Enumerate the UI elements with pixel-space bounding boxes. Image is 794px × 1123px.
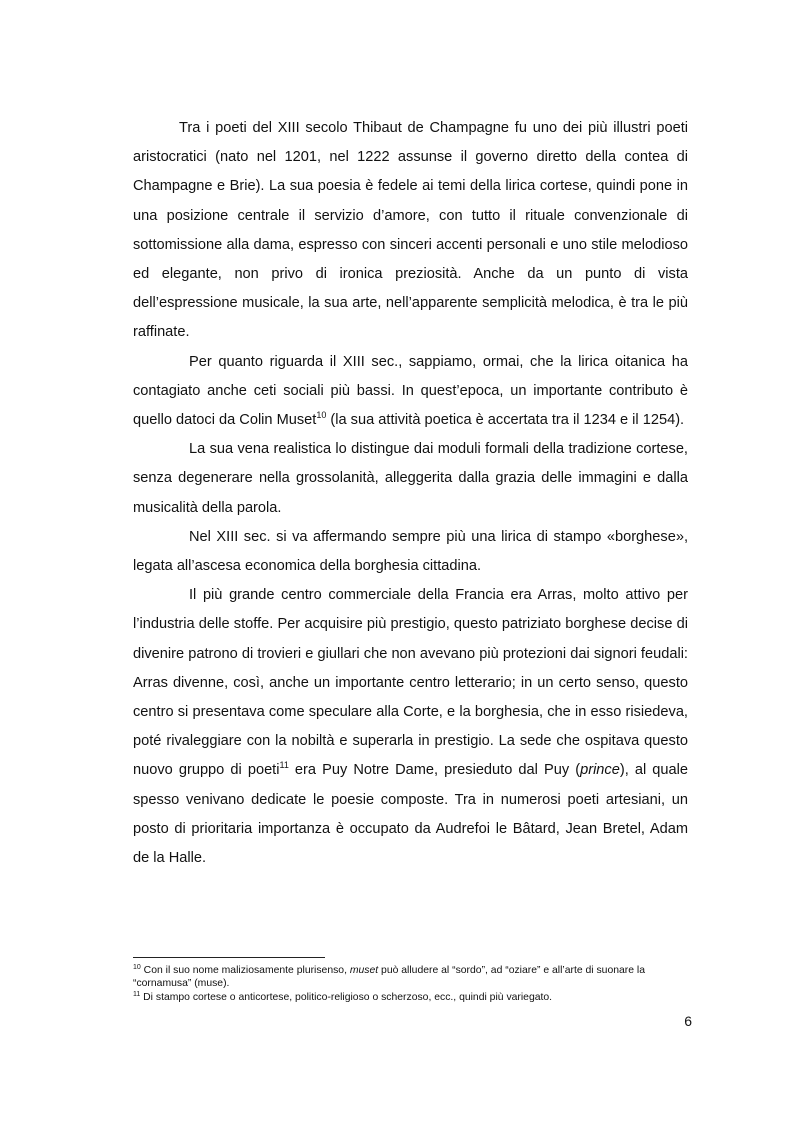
footnote-text: Con il suo nome maliziosamente plurisenso, (140, 965, 350, 976)
paragraph-thibaut (133, 114, 688, 348)
paragraph-text: La sua vena realistica lo distingue dai moduli formali della tradizione cortese, senza degenerare nella grossolanità, alleggerita dalla grazia delle immagini e dalla musicalità della parola. (133, 441, 688, 516)
paragraph-colin-muset (133, 348, 688, 436)
footnote-11 (133, 991, 693, 1004)
paragraph-text: ), al quale spesso venivano dedicate le poesie composte. Tra in numerosi poeti artesiani, un posto di prioritaria importanza è occupato da Audrefoi le Bâtard, Jean Bretel, Adam de la Halle. (133, 762, 689, 867)
paragraph-text: Tra i poeti del XIII secolo Thibaut de Champagne fu uno dei più illustri poeti aristocratici (nato nel 1201, nel 1222 assunse il governo diretto della contea di Champagne e Brie). La sua poesia è fedele ai temi della lirica cortese, quindi pone in una posizione centrale il servizio d’amore, con tutto il rituale convenzionale di sottomissione alla dama, espresso con sinceri accenti personali e uno stile melodioso ed elegante, non privo di ironica preziosità. Anche da un punto di vista dell’espressione musicale, la sua arte, nell’apparente semplicità melodica, è tra le più raffinate. (133, 120, 688, 341)
paragraph-arras (133, 581, 688, 873)
body-text (133, 114, 688, 873)
paragraph-text: Il più grande centro commerciale della Francia era Arras, molto attivo per l’industria delle stoffe. Per acquisire più prestigio, questo patriziato borghese decise di divenire patrono di trovieri e giullari che non avevano più protezioni dai signori feudali: Arras divenne, così, anche un importante centro letterario; in un certo senso, questo centro si presentava come speculare alla Corte, e la borghesia, che in esso risiedeva, poté rivaleggiare con la nobiltà e superarla in prestigio. La sede che ospitava questo nuovo gruppo di poeti (133, 587, 688, 779)
footnote-ref-10[interactable]: 10 (316, 410, 327, 421)
italic-term: muset (349, 965, 379, 976)
italic-term: prince (580, 762, 620, 779)
paragraph-text: Nel XIII sec. si va affermando sempre più una lirica di stampo «borghese», legata all’ascesa economica della borghesia cittadina. (133, 528, 688, 575)
paragraph-text: (la sua attività poetica è accertata tra il 1234 e il 1254). (326, 412, 685, 429)
paragraph-vena-realistica (133, 435, 688, 523)
footnote-number: 10 (133, 964, 141, 971)
footnote-number: 11 (133, 990, 141, 998)
paragraph-lirica-borghese (133, 523, 688, 581)
footnote-text: Di stampo cortese o anticortese, politico-religioso o scherzoso, ecc., quindi più variegato. (140, 991, 553, 1003)
footnotes (133, 964, 693, 1004)
footnote-10 (133, 964, 693, 991)
page-number: 6 (684, 1013, 692, 1029)
paragraph-text: era Puy Notre Dame, presieduto dal Puy ( (288, 762, 581, 779)
footnote-ref-11[interactable]: 11 (279, 760, 289, 771)
footnote-separator (133, 957, 325, 958)
paragraph-text: Per quanto riguarda il XIII sec., sappiamo, ormai, che la lirica oitanica ha contagiato anche ceti sociali più bassi. In quest’epoca, un importante contributo è quello datoci da Colin Muset (133, 353, 688, 429)
footnote-text: può alludere al “sordo”, ad “oziare” e all’arte di suonare la “cornamusa” (muse). (133, 965, 646, 990)
